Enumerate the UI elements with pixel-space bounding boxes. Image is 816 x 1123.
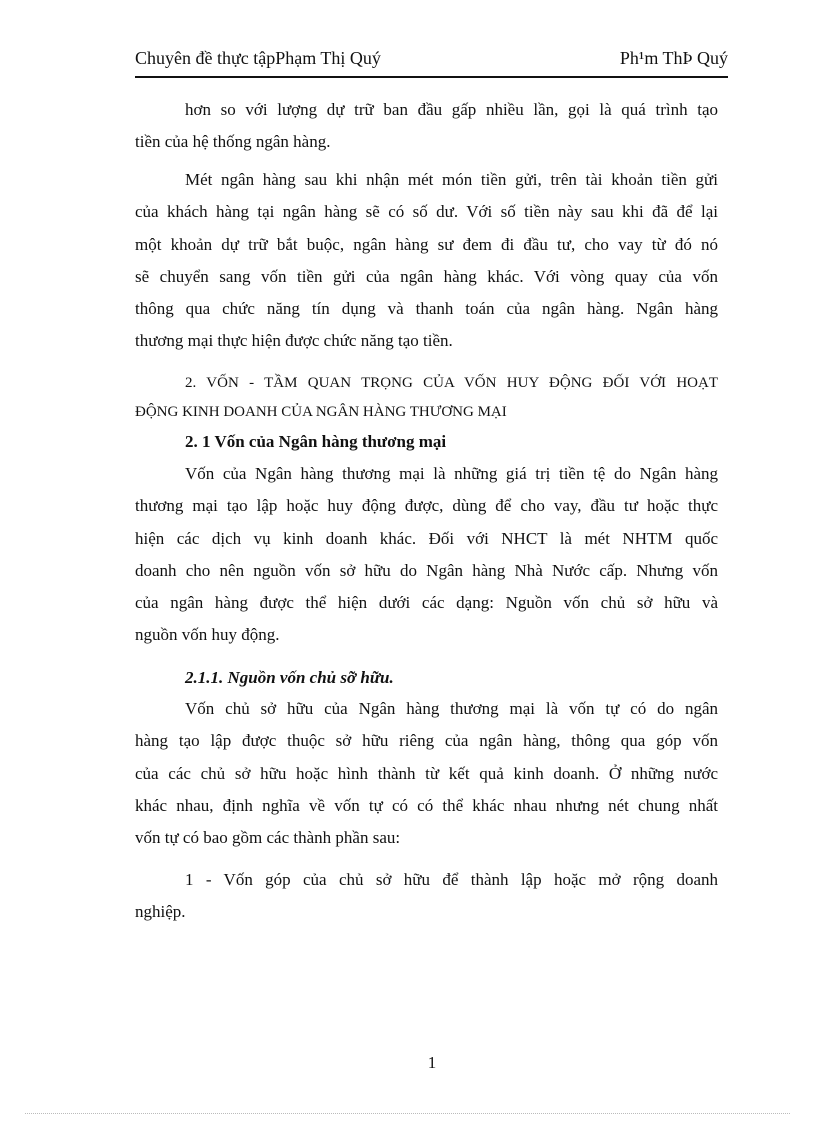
text-line: nguồn vốn huy động. bbox=[135, 625, 280, 645]
text-line: sẽ chuyển sang vốn tiền gửi của ngân hàng khác. Với vòng quay của vốn bbox=[135, 266, 718, 286]
text-line: 2. VỐN - TẦM QUAN TRỌNG CỦA VỐN HUY ĐỘNG ĐỐI VỚI HOẠT bbox=[185, 375, 718, 391]
text-line: doanh cho nên nguồn vốn sở hữu do Ngân hàng Nhà Nước cấp. Nhưng vốn bbox=[135, 560, 718, 580]
text-line: 1 - Vốn góp của chủ sở hữu để thành lập hoặc mở rộng doanh bbox=[185, 870, 718, 889]
text-line: Vốn của Ngân hàng thương mại là những giá trị tiền tệ do Ngân hàng bbox=[185, 464, 718, 483]
text-line: thông qua chức năng tín dụng và thanh toán của ngân hàng. Ngân hàng bbox=[135, 299, 718, 319]
text-line: Mét ngân hàng sau khi nhận mét món tiền gửi, trên tài khoản tiền gửi bbox=[185, 170, 718, 189]
text-line: ĐỘNG KINH DOANH CỦA NGÂN HÀNG THƯƠNG MẠI bbox=[135, 404, 507, 420]
heading-text: 2. 1 Vốn của Ngân hàng thương mại bbox=[185, 432, 447, 451]
text-line: Vốn chủ sở hữu của Ngân hàng thương mại là vốn tự có do ngân bbox=[185, 699, 718, 718]
text-line: nghiệp. bbox=[135, 902, 186, 922]
text-line: thương mại tạo lập hoặc huy động được, dùng để cho vay, đầu tư hoặc thực bbox=[135, 496, 718, 516]
text-line: hơn so với lượng dự trữ ban đầu gấp nhiều lần, gọi là quá trình tạo bbox=[185, 100, 718, 119]
text-line: của khách hàng tại ngân hàng sẽ có số dư. Với số tiền này sau khi đã để lại bbox=[135, 202, 718, 222]
page-number: 1 bbox=[427, 1053, 437, 1072]
subsubsection-heading bbox=[135, 662, 718, 694]
text-line: tiền của hệ thống ngân hàng. bbox=[135, 132, 331, 152]
section-heading bbox=[135, 369, 718, 427]
text-line: vốn tự có bao gồm các thành phần sau: bbox=[135, 828, 401, 848]
page-bottom-divider bbox=[25, 1113, 790, 1114]
text-line: khác nhau, định nghĩa về vốn tự có có thể khác nhau nhưng nét chung nhất bbox=[135, 795, 718, 815]
text-line: của ngân hàng được thể hiện dưới các dạng: Nguồn vốn chủ sở hữu và bbox=[135, 593, 718, 613]
paragraph bbox=[135, 693, 718, 854]
page-header bbox=[135, 48, 728, 74]
header-rule bbox=[135, 76, 728, 78]
paragraph bbox=[135, 164, 718, 358]
subsection-heading bbox=[135, 426, 718, 458]
paragraph bbox=[135, 94, 718, 159]
text-line: một khoản dự trữ bắt buộc, ngân hàng sư đem đi đầu tư, cho vay từ đó nó bbox=[135, 234, 718, 254]
header-right: Ph¹m ThÞ Quý bbox=[619, 48, 728, 68]
text-line: thương mại thực hiện được chức năng tạo tiền. bbox=[135, 331, 453, 351]
text-line: hàng tạo lập được thuộc sở hữu riêng của ngân hàng, thông qua góp vốn bbox=[135, 731, 718, 751]
header-left: Chuyên đề thực tậpPhạm Thị Quý bbox=[135, 48, 381, 68]
list-item bbox=[135, 864, 718, 929]
text-line: hiện các dịch vụ kinh doanh khác. Đối với NHCT là mét NHTM quốc bbox=[135, 528, 718, 548]
paragraph bbox=[135, 458, 718, 652]
text-line: của các chủ sở hữu hoặc hình thành từ kết quả kinh doanh. Ở những nước bbox=[135, 763, 718, 783]
heading-text: 2.1.1. Nguồn vốn chủ sỡ hữu. bbox=[185, 668, 394, 687]
